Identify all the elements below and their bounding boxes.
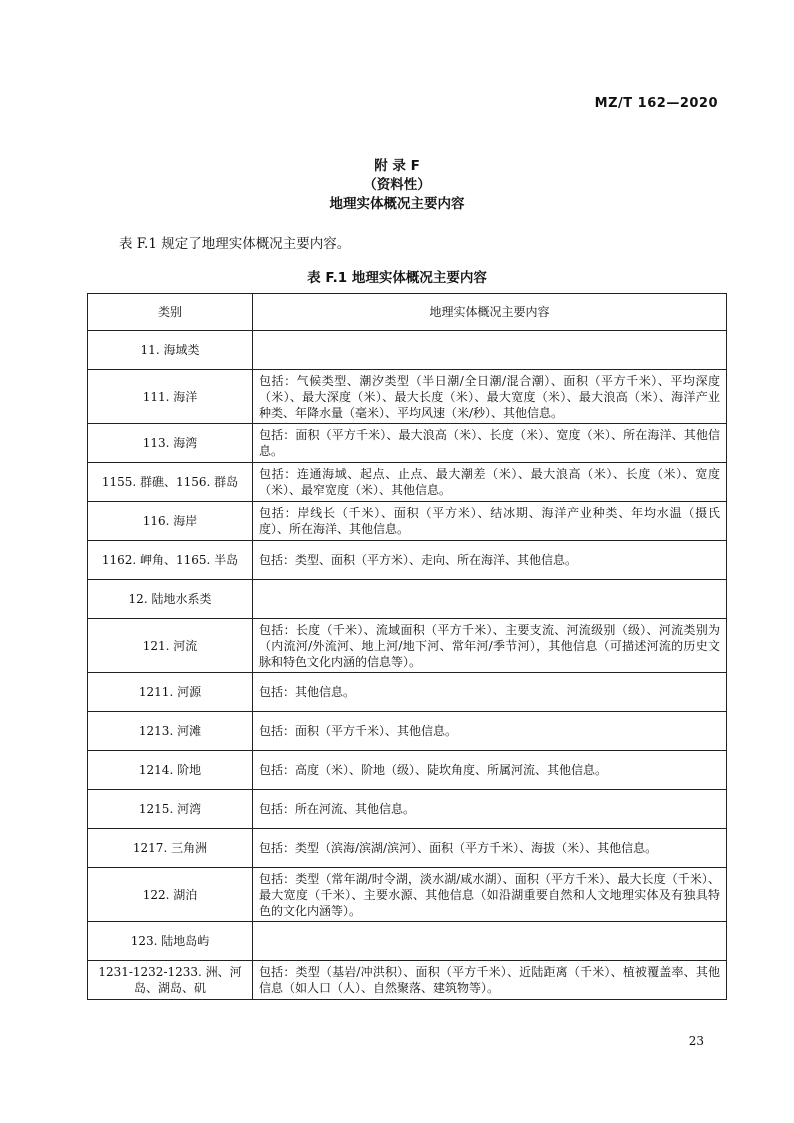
table-row — [88, 502, 727, 541]
category-cell: 1162. 岬角、1165. 半岛 — [88, 541, 253, 580]
table-header-row — [88, 294, 727, 331]
category-cell: 12. 陆地水系类 — [88, 580, 253, 619]
content-cell: 包括：连通海域、起点、止点、最大潮差（米）、最大浪高（米）、长度（米）、宽度（米）、最窄宽度（米）、其他信息。 — [253, 463, 727, 502]
column-header-category: 类别 — [88, 294, 253, 331]
content-cell: 包括：类型、面积（平方米）、走向、所在海洋、其他信息。 — [253, 541, 727, 580]
content-cell: 包括：气候类型、潮汐类型（半日潮/全日潮/混合潮）、面积（平方千米）、平均深度（米）、最大深度（米）、最大长度（米）、最大宽度（米）、最大浪高（米）、海洋产业种类、年降水量（毫米）、平均风速（米/秒）、其他信息。 — [253, 370, 727, 424]
entity-summary-table — [87, 293, 727, 1000]
document-code: MZ/T 162—2020 — [594, 96, 718, 111]
table-row — [88, 541, 727, 580]
category-cell: 11. 海域类 — [88, 331, 253, 370]
content-cell: 包括：面积（平方千米）、其他信息。 — [253, 712, 727, 751]
table-row — [88, 580, 727, 619]
table-row — [88, 961, 727, 1000]
category-cell: 116. 海岸 — [88, 502, 253, 541]
table-row — [88, 673, 727, 712]
appendix-nature: （资料性） — [363, 177, 431, 193]
content-cell: 包括：类型（滨海/滨湖/滨河）、面积（平方千米）、海拔（米）、其他信息。 — [253, 829, 727, 868]
content-cell — [253, 331, 727, 370]
category-cell: 111. 海洋 — [88, 370, 253, 424]
intro-paragraph: 表 F.1 规定了地理实体概况主要内容。 — [119, 236, 351, 252]
content-cell — [253, 922, 727, 961]
table-row — [88, 424, 727, 463]
category-cell: 113. 海湾 — [88, 424, 253, 463]
appendix-heading — [0, 157, 794, 214]
category-cell: 121. 河流 — [88, 619, 253, 673]
category-cell: 122. 湖泊 — [88, 868, 253, 922]
content-cell: 包括：类型（常年湖/时令湖，淡水湖/咸水湖）、面积（平方千米）、最大长度（千米）、最大宽度（千米）、主要水源、其他信息（如沿湖重要自然和人文地理实体及有独具特色的文化内涵等）。 — [253, 868, 727, 922]
content-cell: 包括：面积（平方千米）、最大浪高（米）、长度（米）、宽度（米）、所在海洋、其他信息。 — [253, 424, 727, 463]
table-row — [88, 370, 727, 424]
appendix-subject: 地理实体概况主要内容 — [329, 196, 465, 212]
category-cell: 1214. 阶地 — [88, 751, 253, 790]
content-cell: 包括：所在河流、其他信息。 — [253, 790, 727, 829]
table-row — [88, 790, 727, 829]
content-cell: 包括：岸线长（千米）、面积（平方米）、结冰期、海洋产业种类、年均水温（摄氏度）、所在海洋、其他信息。 — [253, 502, 727, 541]
table-row — [88, 751, 727, 790]
category-cell: 1213. 河滩 — [88, 712, 253, 751]
category-cell: 1215. 河湾 — [88, 790, 253, 829]
table-row — [88, 712, 727, 751]
table-row — [88, 922, 727, 961]
category-cell: 1217. 三角洲 — [88, 829, 253, 868]
category-cell: 1155. 群礁、1156. 群岛 — [88, 463, 253, 502]
table-row — [88, 463, 727, 502]
category-cell: 1231-1232-1233. 洲、河岛、湖岛、矶 — [88, 961, 253, 1000]
content-cell: 包括：长度（千米）、流域面积（平方千米）、主要支流、河流级别（级）、河流类别为（内流河/外流河、地上河/地下河、常年河/季节河），其他信息（可描述河流的历史文脉和特色文化内涵的信息等）。 — [253, 619, 727, 673]
appendix-title: 附 录 F — [374, 158, 420, 174]
content-cell: 包括：类型（基岩/冲洪积）、面积（平方千米）、近陆距离（千米）、植被覆盖率、其他信息（如人口（人）、自然聚落、建筑物等）。 — [253, 961, 727, 1000]
column-header-content: 地理实体概况主要内容 — [253, 294, 727, 331]
table-row — [88, 619, 727, 673]
category-cell: 1211. 河源 — [88, 673, 253, 712]
content-cell — [253, 580, 727, 619]
table-row — [88, 829, 727, 868]
page-number: 23 — [688, 1034, 704, 1048]
table-caption: 表 F.1 地理实体概况主要内容 — [307, 270, 487, 286]
category-cell: 123. 陆地岛屿 — [88, 922, 253, 961]
table-row — [88, 868, 727, 922]
table-row — [88, 331, 727, 370]
content-cell: 包括：高度（米）、阶地（级）、陡坎角度、所属河流、其他信息。 — [253, 751, 727, 790]
content-cell: 包括：其他信息。 — [253, 673, 727, 712]
